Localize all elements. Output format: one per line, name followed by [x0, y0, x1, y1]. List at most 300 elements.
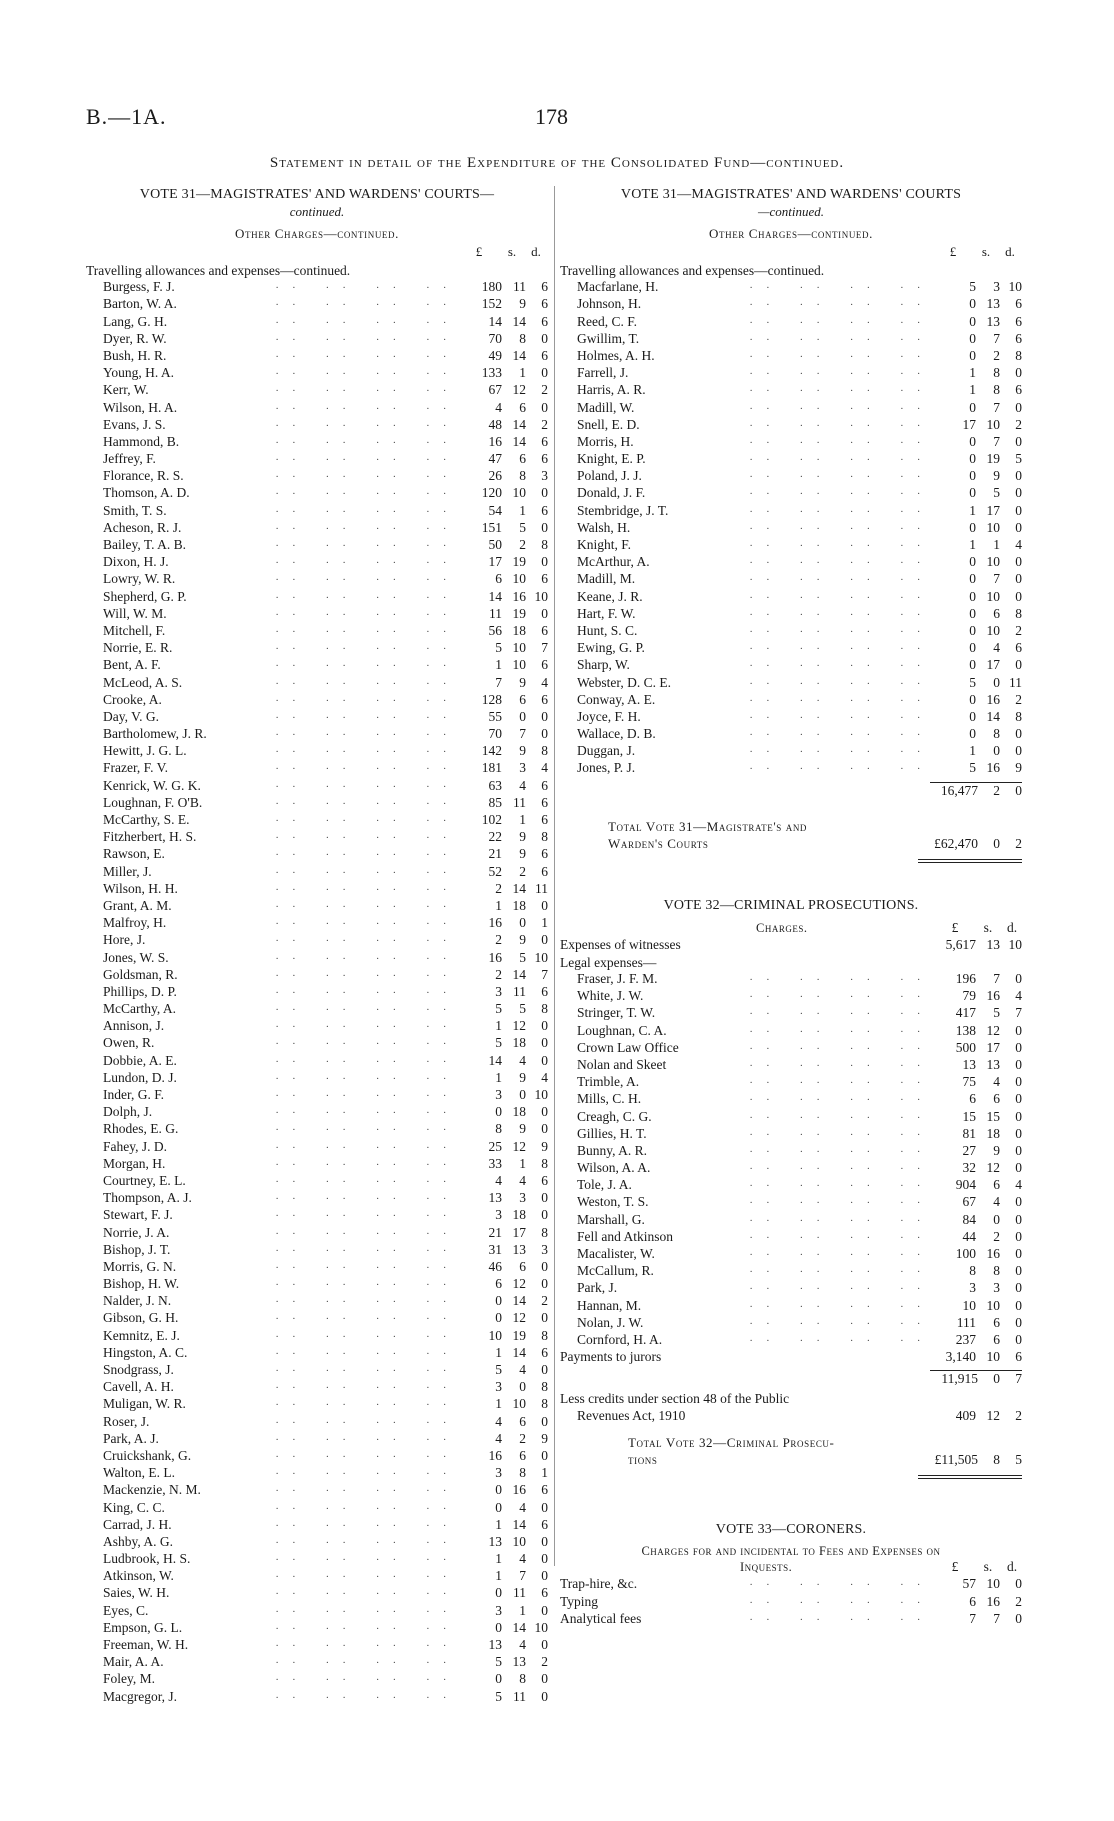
shillings-cell: 18 [512, 1207, 526, 1223]
table-row [86, 417, 548, 434]
pounds-cell: 22 [488, 829, 502, 845]
table-row [86, 726, 548, 743]
shillings-cell: 2 [519, 1430, 526, 1446]
row-name: Madill, M. [577, 571, 636, 587]
row-name: Macfarlane, H. [577, 279, 659, 295]
leader-dots: .. .. .. .. [275, 554, 460, 567]
row-name: Creagh, C. G. [577, 1108, 652, 1124]
leader-dots: .. .. .. .. [275, 399, 460, 412]
pence-cell: 0 [541, 1362, 548, 1377]
leader-dots: .. .. .. .. [749, 571, 934, 584]
table-row [560, 382, 1022, 399]
row-name: Wallace, D. B. [577, 726, 656, 742]
row-name: Jones, P. J. [577, 760, 636, 776]
row-name: Hannan, M. [577, 1297, 642, 1313]
shillings-cell: 4 [519, 1637, 526, 1652]
row-name: Loughnan, C. A. [577, 1022, 667, 1038]
leader-dots: .. .. .. .. [275, 1224, 460, 1237]
table-row [560, 675, 1022, 692]
leader-dots: .. .. .. .. [749, 416, 934, 429]
pence-cell: 0 [541, 519, 548, 535]
row-name: Harris, A. R. [577, 382, 646, 398]
row-name: Fahey, J. D. [103, 1138, 167, 1154]
shillings-cell: 11 [513, 1688, 526, 1704]
pounds-cell: 152 [481, 296, 502, 312]
leader-dots: .. .. .. .. [275, 1344, 460, 1357]
shillings-cell: 7 [993, 399, 1000, 415]
shillings-cell: 4 [993, 1074, 1000, 1090]
leader-dots: .. .. .. .. [275, 1310, 460, 1323]
row-name: Thomson, A. D. [103, 485, 190, 501]
shillings-cell: 6 [519, 451, 526, 467]
leader-dots: .. .. .. .. [749, 1022, 934, 1035]
leader-dots: .. .. .. .. [275, 279, 460, 292]
table-row [86, 279, 548, 296]
pounds-cell: 16 [488, 949, 502, 965]
leader-dots: .. .. .. .. [275, 1533, 460, 1546]
table-row [86, 1396, 548, 1413]
pence-cell: 0 [541, 554, 548, 570]
leader-dots: .. .. .. .. [749, 1331, 934, 1344]
pence-cell: 0 [1015, 1194, 1022, 1210]
table-row [86, 915, 548, 932]
pounds-cell: 10 [488, 1327, 502, 1343]
leader-dots: .. .. .. .. [749, 657, 934, 670]
shillings-cell: 6 [993, 1177, 1000, 1193]
pounds-cell: 0 [969, 399, 976, 415]
pence-cell: 6 [1015, 313, 1022, 329]
shillings-cell: 13 [986, 1056, 1000, 1072]
pence-cell: 8 [1015, 347, 1022, 363]
shillings-cell: 5 [993, 1005, 1000, 1021]
leader-dots: .. .. .. .. [275, 1172, 460, 1185]
table-row [86, 1620, 548, 1637]
table-row [86, 1053, 548, 1070]
table-row [86, 640, 548, 657]
leader-dots: .. .. .. .. [275, 1362, 460, 1374]
row-name: Rhodes, E. G. [103, 1121, 179, 1137]
pounds-cell: 3 [495, 1379, 502, 1395]
pence-cell: 4 [1015, 1177, 1022, 1193]
pounds-cell: 7 [969, 1610, 976, 1626]
table-row [560, 709, 1022, 726]
pounds-cell: 0 [969, 519, 976, 535]
leader-dots: .. .. .. .. [275, 983, 460, 996]
leader-dots: .. .. .. .. [275, 657, 460, 670]
vote32-subtotal: 11,915 0 7 [941, 1371, 1022, 1387]
leader-dots: .. .. .. .. [749, 1125, 934, 1138]
leader-dots: .. .. .. .. [275, 347, 460, 360]
row-name: Dyer, R. W. [103, 330, 167, 346]
leader-dots: .. .. .. .. [275, 433, 460, 446]
pence-cell: 6 [1015, 330, 1022, 346]
pence-cell: 0 [541, 1533, 548, 1549]
pence-cell: 0 [1015, 571, 1022, 587]
pence-cell: 0 [1015, 468, 1022, 484]
shillings-cell: 12 [512, 1138, 526, 1154]
pounds-cell: 79 [962, 988, 976, 1004]
leader-dots: .. .. .. .. [275, 1190, 460, 1203]
pence-cell: 0 [541, 1190, 548, 1206]
leader-dots: .. .. .. .. [275, 605, 460, 618]
table-row [86, 314, 548, 331]
pence-cell: 6 [541, 433, 548, 449]
pence-cell: 0 [1015, 1056, 1022, 1072]
pounds-cell: 133 [481, 365, 502, 381]
pence-cell: 10 [534, 1087, 548, 1102]
pence-cell: 0 [541, 1688, 548, 1704]
shillings-cell: 14 [512, 416, 526, 432]
pence-cell: 8 [541, 1396, 548, 1412]
leader-dots: .. .. .. .. [275, 382, 460, 395]
row-name: McCallum, R. [577, 1263, 654, 1279]
table-row [560, 1160, 1022, 1177]
pounds-cell: 10 [962, 1297, 976, 1313]
pounds-cell: 0 [495, 1619, 502, 1635]
right-column [560, 186, 1022, 1628]
shillings-cell: 9 [519, 674, 526, 690]
shillings-cell: 19 [512, 605, 526, 621]
leader-dots: .. .. .. .. [749, 1177, 934, 1190]
leader-dots: .. .. .. .. [749, 1280, 934, 1293]
row-name: Stembridge, J. T. [577, 502, 669, 518]
table-row [86, 950, 548, 967]
leader-dots: .. .. .. .. [275, 1138, 460, 1151]
pounds-cell: 7 [495, 674, 502, 690]
pounds-cell: 3 [495, 1207, 502, 1223]
leader-dots: .. .. .. .. [749, 296, 934, 309]
row-name: Trimble, A. [577, 1074, 640, 1090]
pence-cell: 2 [1015, 416, 1022, 432]
shillings-cell: 18 [986, 1125, 1000, 1141]
table-row [86, 1517, 548, 1534]
pence-cell: 8 [541, 1224, 548, 1240]
pounds-cell: 0 [969, 691, 976, 707]
vote32-title: VOTE 32—CRIMINAL PROSECUTIONS. [663, 897, 919, 913]
shillings-cell: 17 [986, 502, 1000, 518]
row-name: Roser, J. [103, 1413, 150, 1429]
table-row [86, 1328, 548, 1345]
pounds-cell: 13 [488, 1190, 502, 1206]
pounds-cell: 151 [481, 519, 502, 535]
pounds-cell: 52 [488, 863, 502, 879]
pounds-cell: 25 [488, 1138, 502, 1154]
row-name: Park, A. J. [103, 1430, 159, 1446]
shillings-cell: 16 [512, 588, 526, 604]
shillings-cell: 14 [512, 313, 526, 329]
pounds-cell: 0 [495, 1104, 502, 1120]
pence-cell: 0 [1015, 399, 1022, 415]
shillings-cell: 12 [512, 382, 526, 398]
shillings-cell: 10 [986, 416, 1000, 432]
pounds-cell: 0 [495, 1671, 502, 1687]
table-row [86, 1654, 548, 1671]
row-name: Foley, M. [103, 1671, 156, 1687]
row-name: Conway, A. E. [577, 691, 656, 707]
table-row [560, 503, 1022, 520]
row-name: Stewart, F. J. [103, 1207, 173, 1223]
leader-dots: .. .. .. .. [275, 1327, 460, 1340]
pounds-cell: 3 [495, 1465, 502, 1481]
pence-cell: 0 [541, 1121, 548, 1137]
pounds-cell: 32 [962, 1160, 976, 1176]
row-name: Morris, H. [577, 433, 634, 449]
leader-dots: .. .. .. .. [275, 691, 460, 704]
pounds-cell: 70 [488, 330, 502, 346]
row-name: Joyce, F. H. [577, 708, 641, 724]
shillings-cell: 10 [986, 622, 1000, 638]
table-row [560, 1576, 1022, 1593]
leader-dots: .. .. .. .. [275, 1069, 460, 1082]
pounds-cell: 904 [955, 1177, 976, 1193]
vote32-charges-header: Charges. £ s. d. [756, 919, 1018, 935]
legal-expenses-label: Legal expenses— [560, 954, 657, 970]
leader-dots: .. .. .. .. [275, 966, 460, 979]
pounds-cell: 5 [495, 640, 502, 656]
shillings-cell: 6 [519, 1413, 526, 1429]
row-name: Dobbie, A. E. [103, 1052, 177, 1068]
leader-dots: .. .. .. .. [275, 313, 460, 326]
pounds-cell: 417 [955, 1005, 976, 1021]
leader-dots: .. .. .. .. [749, 988, 934, 1001]
pounds-cell: 4 [495, 399, 502, 415]
table-row [560, 988, 1022, 1005]
pence-cell: 4 [541, 760, 548, 776]
pounds-cell: 128 [481, 691, 502, 707]
shillings-cell: 13 [512, 1241, 526, 1257]
row-name: Smith, T. S. [103, 502, 167, 518]
pounds-cell: 1 [495, 1069, 502, 1085]
table-row [86, 434, 548, 451]
row-name: Barton, W. A. [103, 296, 177, 312]
shillings-cell: 12 [512, 1018, 526, 1034]
shillings-cell: 14 [512, 1344, 526, 1360]
pence-cell: 0 [1015, 1263, 1022, 1279]
pounds-cell: 0 [969, 330, 976, 346]
row-name: Ludbrook, H. S. [103, 1551, 191, 1567]
pence-cell: 0 [1015, 502, 1022, 518]
pounds-cell: 0 [969, 296, 976, 312]
pence-cell: 11 [535, 880, 548, 896]
shillings-cell: 16 [986, 1246, 1000, 1261]
pounds-cell: 1 [969, 382, 976, 398]
pence-cell: 0 [1015, 657, 1022, 673]
pence-cell: 0 [541, 365, 548, 381]
pence-cell: 0 [541, 1671, 548, 1687]
pounds-cell: 3 [495, 983, 502, 999]
leader-dots: .. .. .. .. [275, 897, 460, 910]
row-name: Kerr, W. [103, 382, 149, 398]
row-name: Burgess, F. J. [103, 279, 175, 295]
table-row [86, 675, 548, 692]
pence-cell: 7 [1015, 1005, 1022, 1021]
table-row [86, 984, 548, 1001]
vote31-title-right: VOTE 31—MAGISTRATES' AND WARDENS' COURTS [620, 187, 962, 202]
leader-dots: .. .. .. .. [749, 451, 934, 464]
page-number: 178 [535, 104, 568, 129]
pounds-cell: 48 [488, 416, 502, 432]
pounds-cell: 1 [969, 502, 976, 518]
table-row [86, 589, 548, 606]
shillings-cell: 14 [986, 708, 1000, 724]
shillings-cell: 17 [986, 1039, 1000, 1055]
shillings-cell: 9 [519, 1069, 526, 1085]
table-row [560, 1074, 1022, 1091]
row-name: Evans, J. S. [103, 416, 166, 432]
pence-cell: 2 [541, 416, 548, 432]
pence-cell: 6 [541, 313, 548, 329]
table-row [86, 1310, 548, 1327]
pounds-cell: 100 [955, 1246, 976, 1261]
pence-cell: 0 [541, 399, 548, 415]
row-name: Holmes, A. H. [577, 347, 655, 363]
leader-dots: .. .. .. .. [749, 691, 934, 704]
table-row [86, 1345, 548, 1362]
row-name: Young, H. A. [103, 365, 175, 381]
total-vote32-line1: Total Vote 32—Criminal Prosecu- [628, 1435, 835, 1451]
leader-dots: .. .. .. .. [275, 1276, 460, 1289]
pounds-cell: 138 [955, 1022, 976, 1038]
leader-dots: .. .. .. .. [749, 588, 934, 601]
pence-cell: 0 [1015, 485, 1022, 501]
table-row [86, 1500, 548, 1517]
pounds-cell: 6 [969, 1593, 976, 1609]
leader-dots: .. .. .. .. [275, 1241, 460, 1254]
shillings-cell: 2 [993, 1228, 1000, 1244]
table-row [560, 554, 1022, 571]
shillings-cell: 2 [993, 347, 1000, 363]
leader-dots: .. .. .. .. [749, 1314, 934, 1327]
row-name: Wilson, H. H. [103, 880, 178, 896]
table-row [86, 554, 548, 571]
pounds-cell: 81 [962, 1125, 976, 1141]
leader-dots: .. .. .. .. [749, 1194, 934, 1207]
pence-cell: 11 [1009, 674, 1022, 690]
category-label-right: Travelling allowances and expenses—continued. [560, 263, 825, 278]
row-name: Will, W. M. [103, 605, 167, 621]
pence-cell: 0 [1015, 1228, 1022, 1244]
pounds-cell: 4 [495, 1430, 502, 1446]
pence-cell: 3 [541, 1241, 548, 1257]
pounds-cell: 0 [969, 571, 976, 587]
table-row [86, 571, 548, 588]
table-row [86, 846, 548, 863]
row-name: Bunny, A. R. [577, 1142, 648, 1158]
table-row [560, 400, 1022, 417]
pounds-cell: 500 [955, 1039, 976, 1055]
shillings-cell: 19 [512, 554, 526, 570]
pounds-cell: 196 [955, 971, 976, 986]
leader-dots: .. .. .. .. [275, 485, 460, 498]
table-row [86, 382, 548, 399]
row-name: King, C. C. [103, 1499, 165, 1515]
table-row [86, 451, 548, 468]
table-row [560, 1143, 1022, 1160]
pence-cell: 6 [541, 451, 548, 467]
row-name: Hore, J. [103, 932, 146, 948]
pounds-cell: 0 [969, 433, 976, 449]
shillings-cell: 12 [512, 1310, 526, 1326]
row-name: Marshall, G. [577, 1211, 645, 1227]
row-name: Thompson, A. J. [103, 1190, 192, 1206]
pence-cell: 0 [541, 1551, 548, 1567]
pence-cell: 6 [541, 1516, 548, 1532]
row-name: Malfroy, H. [103, 915, 167, 931]
pence-cell: 4 [1015, 988, 1022, 1004]
leader-dots: .. .. .. .. [275, 915, 460, 928]
row-name: Farrell, J. [577, 365, 629, 381]
leader-dots: .. .. .. .. [749, 726, 934, 739]
shillings-cell: 6 [993, 1091, 1000, 1107]
row-name: Goldsman, R. [103, 966, 178, 982]
leader-dots: .. .. .. .. [275, 330, 460, 343]
pence-cell: 1 [541, 1465, 548, 1481]
table-row [86, 1534, 548, 1551]
table-row [86, 967, 548, 984]
row-name: Frazer, F. V. [103, 760, 169, 776]
pounds-cell: 1 [495, 1344, 502, 1360]
shillings-cell: 0 [993, 743, 1000, 759]
shillings-cell: 16 [986, 691, 1000, 707]
table-row [86, 348, 548, 365]
table-row [560, 1332, 1022, 1349]
row-name: Bishop, H. W. [103, 1276, 180, 1292]
pounds-cell: 1 [495, 1396, 502, 1412]
table-row [560, 760, 1022, 777]
shillings-cell: 9 [993, 1142, 1000, 1158]
row-name: Fitzherbert, H. S. [103, 829, 197, 845]
vote33-rows [560, 1576, 1022, 1628]
table-row [86, 898, 548, 915]
leader-dots: .. .. .. .. [275, 1602, 460, 1615]
shillings-cell: 14 [512, 1516, 526, 1532]
table-row [560, 1040, 1022, 1057]
shillings-cell: 10 [512, 485, 526, 501]
leader-dots: .. .. .. .. [275, 365, 460, 378]
shillings-cell: 7 [519, 726, 526, 742]
row-name: Ewing, G. P. [577, 640, 645, 656]
row-name: Bailey, T. A. B. [103, 537, 186, 552]
pence-cell: 0 [1015, 1142, 1022, 1158]
row-name: Loughnan, F. O'B. [103, 794, 203, 810]
row-name: Stringer, T. W. [577, 1005, 656, 1021]
category-label: Travelling allowances and expenses—continued. [86, 263, 351, 278]
leader-dots: .. .. .. .. [275, 1654, 460, 1667]
leader-dots: .. .. .. .. [749, 622, 934, 635]
pounds-cell: 0 [969, 313, 976, 329]
row-name: Hunt, S. C. [577, 622, 638, 638]
pounds-cell: 6 [969, 1091, 976, 1107]
pence-cell: 6 [541, 1172, 548, 1188]
leader-dots: .. .. .. .. [275, 1379, 460, 1392]
pence-cell: 8 [541, 1155, 548, 1171]
shillings-cell: 4 [519, 1052, 526, 1068]
pence-cell: 0 [541, 1052, 548, 1068]
lsd-header-right: £ s. d. [949, 244, 1015, 259]
pence-cell: 10 [534, 949, 548, 965]
leader-dots: .. .. .. .. [749, 1228, 934, 1241]
pence-cell: 6 [1015, 296, 1022, 312]
pounds-cell: 5 [969, 760, 976, 776]
shillings-cell: 5 [993, 485, 1000, 501]
table-row [86, 1637, 548, 1654]
shillings-cell: 4 [519, 1499, 526, 1515]
pence-cell: 0 [541, 330, 548, 346]
table-row [86, 1190, 548, 1207]
pounds-cell: 2 [495, 880, 502, 896]
row-name: Hingston, A. C. [103, 1344, 188, 1360]
pence-cell: 6 [541, 777, 548, 793]
